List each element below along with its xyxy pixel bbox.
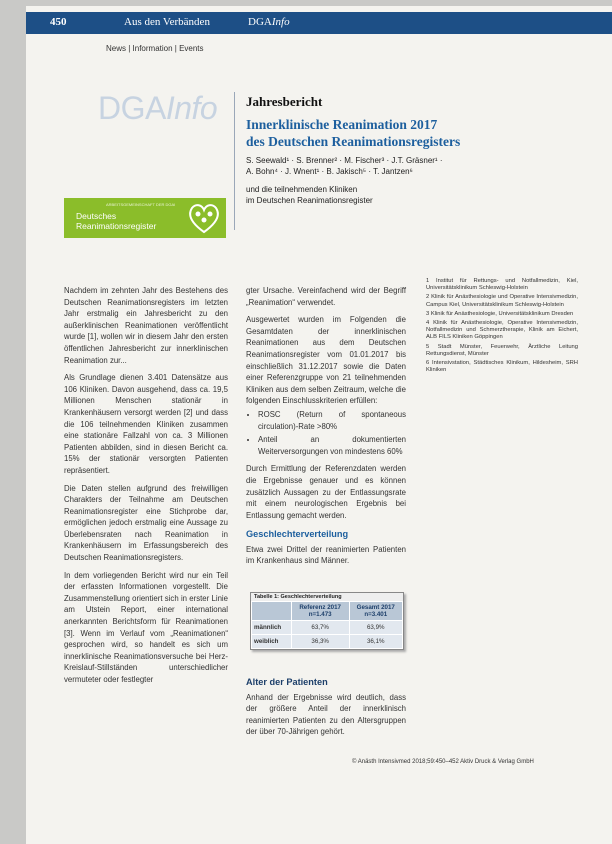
paragraph: Anhand der Ergebnisse wird deutlich, dass der größere Anteil der innerklinisch reanimierten Patienten zu den Altersgruppen der über 70-Jährigen gehört. (246, 692, 406, 737)
page-number: 450 (50, 16, 67, 28)
table-cell: 36,1% (349, 635, 402, 649)
journal-header-bar (26, 12, 612, 34)
sub-navigation: News | Information | Events (106, 44, 204, 53)
footnote: 6 Intensivstation, Städtisches Klinikum, Hildesheim, SRH Kliniken (426, 360, 578, 374)
body-column-1 (64, 285, 228, 692)
section-heading: Alter der Patienten (246, 677, 328, 688)
column-header: Gesamt 2017 n=3.401 (349, 602, 402, 621)
table-caption: Tabelle 1: Geschlechterverteilung (251, 593, 403, 601)
table-row (252, 635, 403, 649)
paragraph: gter Ursache. Vereinfachend wird der Begriff „Reanimation“ verwendet. (246, 286, 406, 307)
table-cell: 36,3% (291, 635, 349, 649)
article-kicker: Jahresbericht (246, 94, 323, 109)
body-column-2 (246, 285, 406, 744)
heart-people-icon (186, 200, 222, 236)
author-affiliation: und die teilnehmenden Kliniken im Deutschen Reanimationsregister (246, 185, 373, 205)
list-item: • ROSC (Return of spontaneous circulation)-Rate >80% (258, 409, 406, 432)
paragraph: Ausgewertet wurden im Folgenden die Gesamtdaten der innerklinischen Reanimationen aus dem Deutschen Reanimationsregister vom 01.01.2017 bis einschließlich 31.12.2017 sowie die Daten einer Referenzgruppe von 21 teilnehmenden Kliniken aus dem selben Zeitraum, welche die folgenden Einschlusskriterien erfüllen: (246, 315, 406, 406)
reanimation-register-logo: ARBEITSGEMEINSCHAFT DER DGAI Deutsches Reanimationsregister (64, 198, 226, 238)
footnotes-column (426, 278, 578, 376)
author-list: S. Seewald¹ · S. Brenner² · M. Fischer³ · J.T. Gräsner¹ · A. Bohn⁴ · J. Wnent¹ · B. Jakisch⁵ · T. Jantzen⁶ (246, 156, 443, 176)
list-item: • Anteil an dokumentierten Weiterversorgungen von mindestens 60% (258, 434, 406, 457)
paragraph: Etwa zwei Drittel der reanimierten Patienten im Krankenhaus sind Männer. (246, 544, 406, 566)
footnote: 4 Klinik für Anästhesiologie, Operative Intensivmedizin, Notfallmedizin und Schmerztherapie, Klinik am Eichert, ALB FILS Kliniken Göppingen (426, 320, 578, 341)
table-corner (252, 602, 292, 621)
paragraph: Als Grundlage dienen 3.401 Datensätze aus 106 Kliniken. Davon ausgehend, dass ca. 19,5 Millionen Menschen stationär in Krankenhäusern versorgt werden [2] und dass die 106 teilnehmenden Kliniken zusammen eine stationäre Fallzahl von ca. 3 Millionen Patienten abbilden, sind in diesen Bericht ca. 15% der stationär versorgten Patienten repräsentiert. (64, 373, 228, 475)
section-heading: Geschlechterverteilung (246, 529, 349, 540)
paragraph: Durch Ermittlung der Referenzdaten werden die Ergebnisse genauer und es können zusätzlich Aussagen zu der Entlassungsrate mit einem neurologischen Ergebnis bei Entlassung gemacht werden. (246, 464, 406, 520)
footnote: 1 Institut für Rettungs- und Notfallmedizin, Kiel, Universitätsklinikum Schleswig-Holstein (426, 278, 578, 292)
article-title: Innerklinische Reanimation 2017 des Deutschen Reanimationsregisters (246, 117, 461, 149)
paragraph: In dem vorliegenden Bericht wird nur ein Teil der erfassten Informationen vorgestellt. Die Zusammenstellung orientiert sich in erster Linie am Utstein Report, einer international anerkannten Berichtsform für Reanimationen [3]. Wenn im Verlauf vom „Reanimationen“ gesprochen wird, so handelt es sich um innerklinische Reanimationsversuche bei Herz-Kreislauf-Stillständen unterschiedlicher vermuteter oder festlegter (64, 570, 228, 684)
header-brand: DGAInfo (248, 16, 290, 28)
table-row (252, 621, 403, 635)
footnote: 5 Stadt Münster, Feuerwehr, Ärztliche Leitung Rettungsdienst, Münster (426, 343, 578, 357)
table-header-row (252, 602, 403, 621)
footnote: 2 Klinik für Anästhesiologie und Operative Intensivmedizin, Campus Kiel, Universitätsklinikum Schleswig-Holstein (426, 294, 578, 308)
divider (234, 92, 235, 230)
inclusion-criteria-list (246, 409, 406, 457)
paragraph: Nachdem im zehnten Jahr des Bestehens des Deutschen Reanimationsregisters im letzten Jahr erstmalig ein Jahresbericht zu den außerklinischen Reanimationen veröffentlicht wurde [1], wollen wir in diesem Jahr den ersten öffentlichen Jahresbericht zur innerklinischen Reanimation zur... (64, 286, 228, 365)
column-header: Referenz 2017 n=1.473 (291, 602, 349, 621)
row-label: männlich (252, 621, 292, 635)
sex-distribution-table (250, 592, 404, 650)
page-footer: © Anästh Intensivmed 2018;59:450–452 Aktiv Druck & Verlag GmbH (352, 759, 534, 765)
table-cell: 63,9% (349, 621, 402, 635)
footnote: 3 Klinik für Anästhesiologie, Universitätsklinikum Dresden (426, 310, 574, 317)
section-name: Aus den Verbänden (124, 16, 210, 28)
row-label: weiblich (252, 635, 292, 649)
table-cell: 63,7% (291, 621, 349, 635)
paragraph: Die Daten stellen aufgrund des freiwilligen Charakters der Teilnahme am Deutschen Reanimationsregister eine Stichprobe dar, ermöglichen jedoch erstmalig eine Aussage zu Überlebensraten nach Reanimation in Krankenhäusern im Erfassungsbereich des Deutschen Reanimationsregisters. (64, 483, 228, 563)
dgainfo-logo: DGAInfo (98, 90, 218, 126)
